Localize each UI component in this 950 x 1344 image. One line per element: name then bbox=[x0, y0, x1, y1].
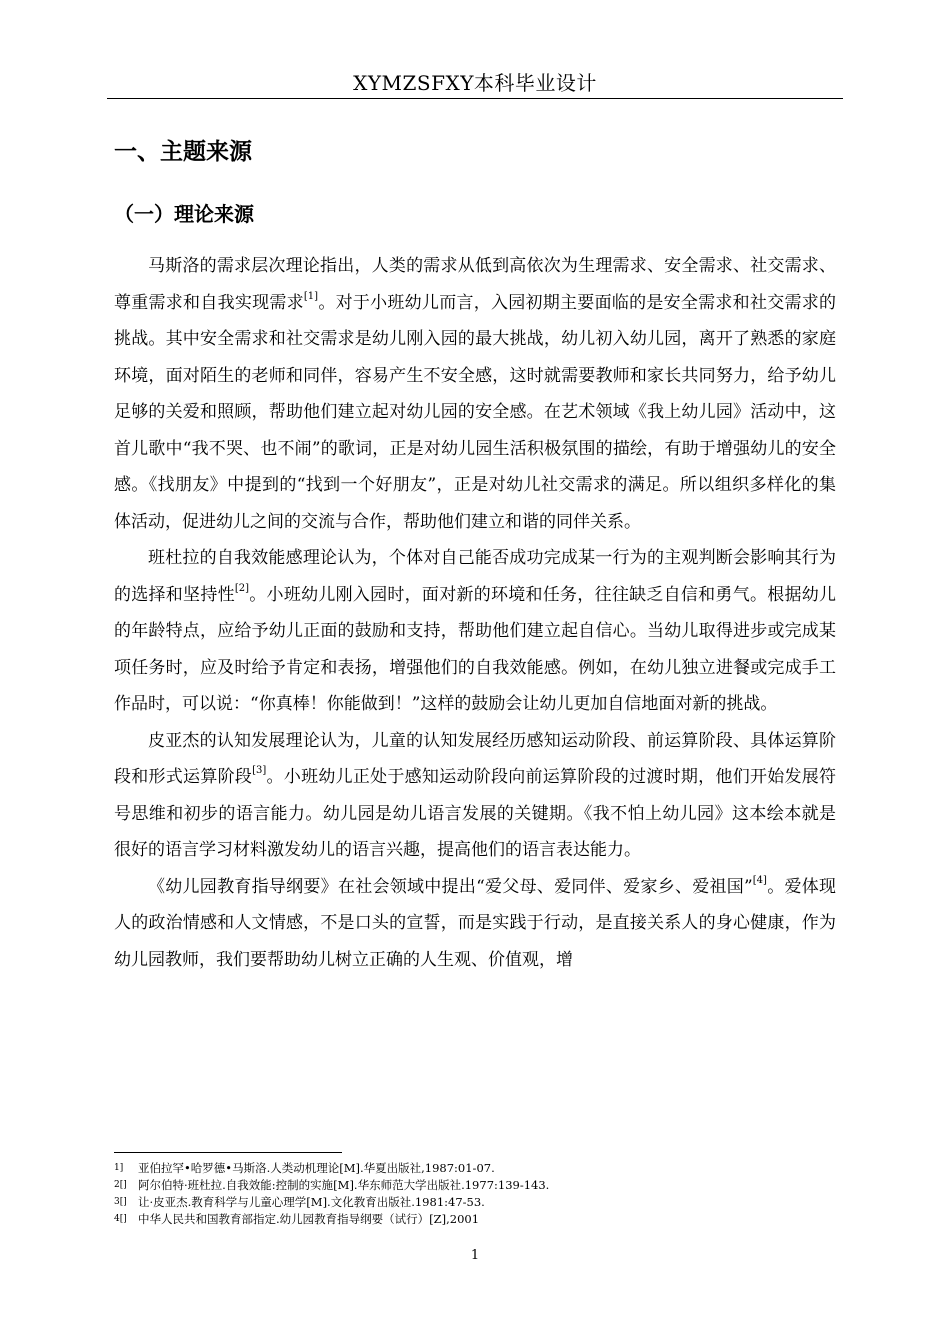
footnote-text: 让·皮亚杰.教育科学与儿童心理学[M].文化教育出版社.1981:47-53. bbox=[138, 1195, 485, 1209]
page-header-title: XYMZSFXY本科毕业设计 bbox=[353, 71, 597, 95]
footnote-mark: 2[] bbox=[114, 1180, 127, 1190]
header-divider bbox=[107, 98, 843, 99]
footnote-text: 亚伯拉罕•哈罗德•马斯洛.人类动机理论[M].华夏出版社,1987:01-07. bbox=[138, 1161, 495, 1175]
citation-ref: [1] bbox=[303, 290, 319, 302]
footnote-item bbox=[114, 1211, 836, 1228]
citation-ref: [4] bbox=[752, 874, 767, 886]
footnote-text: 阿尔伯特·班杜拉.自我效能:控制的实施[M].华东师范大学出版社.1977:139-143. bbox=[138, 1178, 550, 1192]
paragraph-piaget bbox=[114, 723, 836, 869]
paragraph-text: 。小班幼儿正处于感知运动阶段向前运算阶段的过渡时期，他们开始发展符号思维和初步的语言能力。幼儿园是幼儿语言发展的关键期。《我不怕上幼儿园》这本绘本就是很好的语言学习材料激发幼儿的语言兴趣，提高他们的语言表达能力。 bbox=[114, 767, 837, 860]
footnote-item bbox=[114, 1160, 836, 1177]
paragraph-bandura bbox=[114, 540, 836, 723]
section-heading: 一、主题来源 bbox=[114, 139, 252, 165]
footnotes bbox=[114, 1160, 836, 1228]
footnote-divider bbox=[114, 1152, 342, 1153]
footnote-mark: 4[] bbox=[114, 1214, 127, 1224]
footnote-item bbox=[114, 1194, 836, 1211]
footnote-text: 中华人民共和国教育部指定.幼儿园教育指导纲要（试行）[Z],2001 bbox=[138, 1212, 480, 1226]
paragraph-maslow bbox=[114, 248, 836, 540]
paragraph-text: 。爱体现人的政治情感和人文情感，不是口头的宣誓，而是实践于行动，是直接关系人的身心健康，作为幼儿园教师，我们要帮助幼儿树立正确的人生观、价值观，增 bbox=[114, 876, 836, 970]
paragraph-text: 《幼儿园教育指导纲要》在社会领域中提出“爱父母、爱同伴、爱家乡、爱祖国” bbox=[148, 876, 753, 897]
paragraph-text: 班杜拉的自我效能感理论认为，个体对自己能否成功完成某一行为的主观判断会影响其行为的选择和坚持性 bbox=[114, 548, 836, 605]
citation-ref: [2] bbox=[234, 582, 250, 594]
footnote-mark: 1] bbox=[114, 1163, 124, 1173]
paragraph-guideline bbox=[114, 869, 836, 979]
paragraph-text: 皮亚杰的认知发展理论认为，儿童的认知发展经历感知运动阶段、前运算阶段、具体运算阶段和形式运算阶段 bbox=[114, 730, 836, 787]
footnote-mark: 3[] bbox=[114, 1197, 127, 1207]
paragraph-text: 马斯洛的需求层次理论指出，人类的需求从低到高依次为生理需求、安全需求、社交需求、尊重需求和自我实现需求 bbox=[114, 256, 836, 313]
page-number: 1 bbox=[470, 1248, 480, 1263]
citation-ref: [3] bbox=[252, 765, 267, 777]
paragraph-text: 。对于小班幼儿而言，入园初期主要面临的是安全需求和社交需求的挑战。其中安全需求和社交需求是幼儿刚入园的最大挑战，幼儿初入幼儿园，离开了熟悉的家庭环境，面对陌生的老师和同伴，容易产生不安全感，这时就需要教师和家长共同努力，给予幼儿足够的关爱和照顾，帮助他们建立起对幼儿园的安全感。在艺术领域《我上幼儿园》活动中，这首儿歌中“我不哭、也不闹”的歌词，正是对幼儿园生活积极氛围的描绘，有助于增强幼儿的安全感。《找朋友》中提到的“找到一个好朋友”，正是对幼儿社交需求的满足。所以组织多样化的集体活动，促进幼儿之间的交流与合作，帮助他们建立和谐的同伴关系。 bbox=[114, 292, 836, 532]
footnote-item bbox=[114, 1177, 836, 1194]
subsection-heading: （一）理论来源 bbox=[114, 202, 254, 226]
paragraph-text: 。小班幼儿刚入园时，面对新的环境和任务，往往缺乏自信和勇气。根据幼儿的年龄特点，应给予幼儿正面的鼓励和支持，帮助他们建立起自信心。当幼儿取得进步或完成某项任务时，应及时给予肯定和表扬，增强他们的自我效能感。例如，在幼儿独立进餐或完成手工作品时，可以说：“你真棒！你能做到！”这样的鼓励会让幼儿更加自信地面对新的挑战。 bbox=[114, 584, 837, 714]
body-text bbox=[114, 248, 836, 978]
